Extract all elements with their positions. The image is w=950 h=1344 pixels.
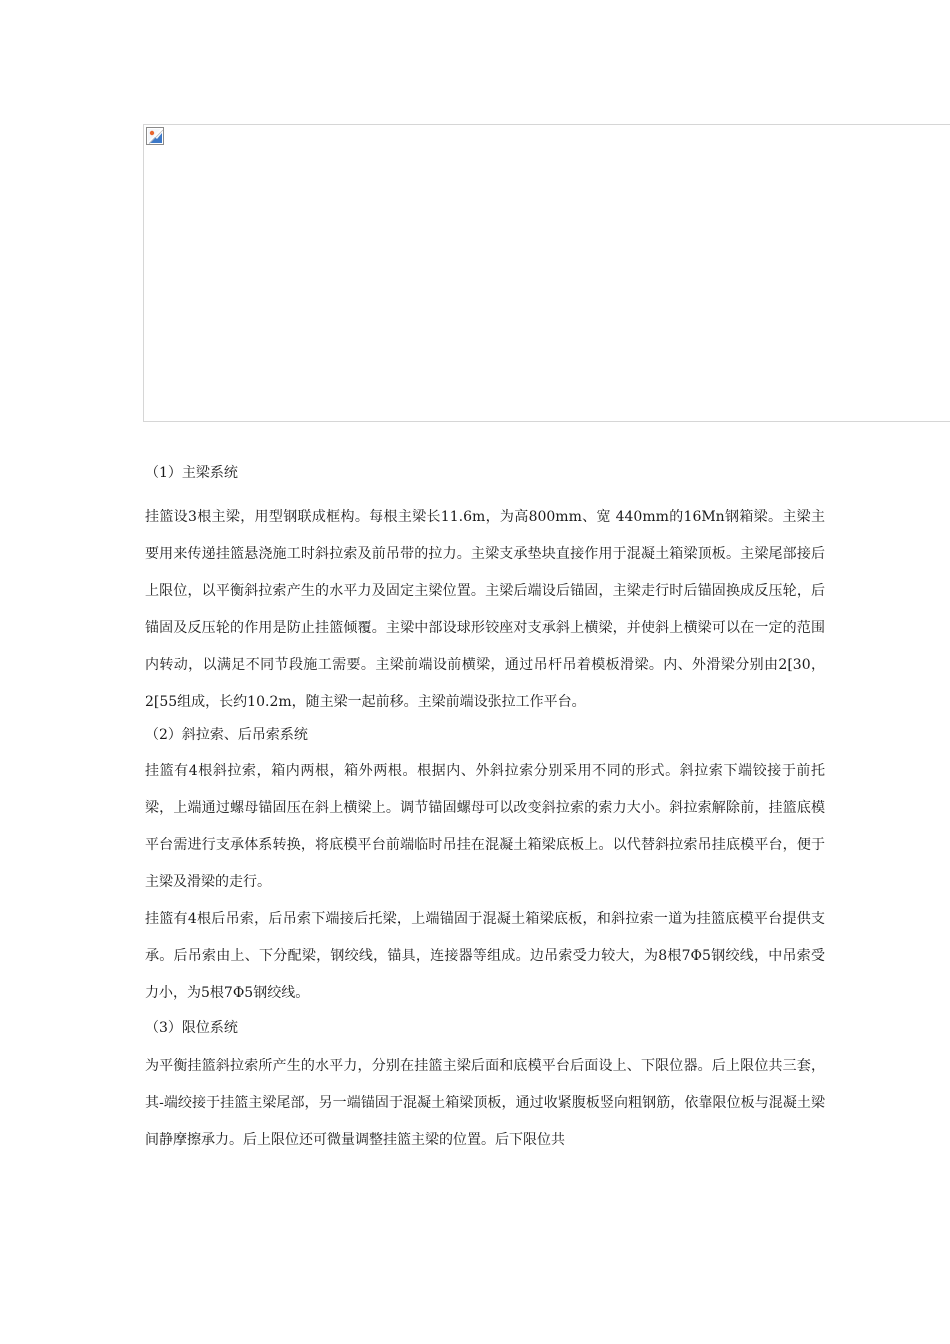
paragraph-rear-hanger: 挂篮有4根后吊索，后吊索下端接后托梁，上端锚固于混凝土箱梁底板，和斜拉索一道为挂篮底模平台提供支承。后吊索由上、下分配梁，钢绞线，锚具，连接器等组成。边吊索受力较大，为8根7Φ5钢绞线，中吊索受力小，为5根7Φ5钢绞线。 — [145, 911, 825, 1001]
embedded-image-frame — [143, 124, 950, 422]
paragraph-main-beam: 挂篮设3根主梁，用型钢联成框构。每根主梁长11.6m，为高800mm、宽 440mm的16Mn钢箱梁。主梁主要用来传递挂篮悬浇施工时斜拉索及前吊带的拉力。主梁支承垫块直接作用于混凝土箱梁顶板。主梁尾部接后上限位，以平衡斜拉索产生的水平力及固定主梁位置。主梁后端设后锚固，主梁走行时后锚固换成反压轮，后锚固及反压轮的作用是防止挂篮倾覆。主梁中部设球形铰座对支承斜上横梁，并使斜上横梁可以在一定的范围内转动，以满足不同节段施工需要。主梁前端设前横梁，通过吊杆吊着模板滑梁。内、外滑梁分别由2[30，2[55组成，长约10.2m，随主梁一起前移。主梁前端设张拉工作平台。 — [145, 509, 825, 710]
paragraph-limit-system: 为平衡挂篮斜拉索所产生的水平力，分别在挂篮主梁后面和底模平台后面设上、下限位器。后上限位共三套，其-端绞接于挂篮主梁尾部，另一端锚固于混凝土箱梁顶板，通过收紧腹板竖向粗钢筋，依靠限位板与混凝土梁间静摩擦承力。后上限位还可微量调整挂篮主梁的位置。后下限位共 — [145, 1058, 825, 1148]
section-heading-main-beam: （1）主梁系统 — [145, 465, 238, 481]
paragraph-stay-cable: 挂篮有4根斜拉索，箱内两根，箱外两根。根据内、外斜拉索分别采用不同的形式。斜拉索下端铰接于前托梁，上端通过螺母锚固压在斜上横梁上。调节锚固螺母可以改变斜拉索的索力大小。斜拉索解除前，挂篮底模平台需进行支承体系转换，将底模平台前端临时吊挂在混凝土箱梁底板上。以代替斜拉索吊挂底模平台，便于主梁及滑梁的走行。 — [145, 763, 825, 890]
document-body — [145, 459, 825, 1159]
section-heading-limit-system: （3）限位系统 — [145, 1020, 238, 1036]
broken-image-icon — [146, 127, 164, 145]
section-heading-stay-cable: （2）斜拉索、后吊索系统 — [145, 727, 308, 743]
